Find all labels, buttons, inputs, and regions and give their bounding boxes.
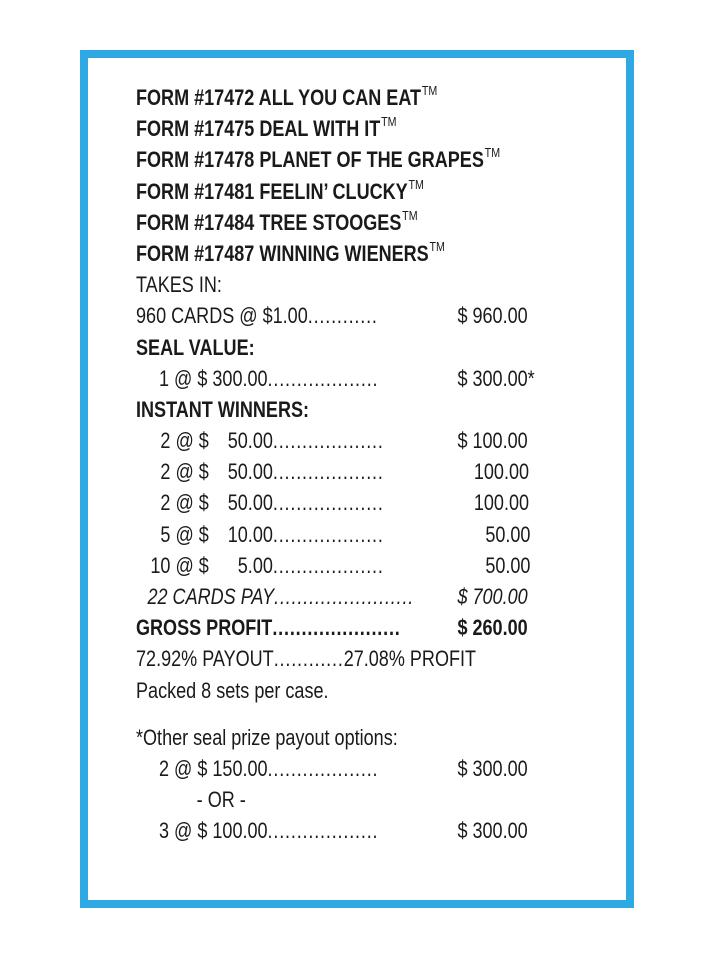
option-line: 3 @ $ 100.00: [158, 818, 268, 844]
or-separator: [136, 784, 576, 815]
winner-value: 50.00: [227, 490, 273, 516]
form-number: FORM #17475: [136, 116, 255, 142]
leader-dots: ............: [307, 303, 378, 329]
winner-qty: 2: [160, 490, 171, 516]
seal-value-label: SEAL VALUE:: [136, 334, 255, 360]
leader-dots: ......................: [272, 615, 401, 641]
instant-winners-label: INSTANT WINNERS:: [136, 396, 310, 422]
leader-dots: ...................: [272, 521, 384, 547]
winner-at: @ $: [175, 459, 209, 485]
form-line: [136, 238, 576, 269]
leader-dots: ........................: [274, 584, 415, 609]
winner-at: @ $: [175, 552, 209, 578]
form-number: FORM #17487: [136, 240, 255, 266]
form-info-content: [136, 82, 576, 847]
form-line: [136, 113, 576, 144]
form-name: PLANET OF THE GRAPES: [259, 147, 484, 173]
form-line: [136, 82, 576, 113]
spacer: [136, 706, 576, 722]
winner-qty: 2: [160, 459, 171, 485]
form-name: WINNING WIENERS: [259, 240, 429, 266]
form-line: [136, 144, 576, 175]
option-amount: $ 300.00: [457, 818, 528, 844]
cards-pay-row: [136, 581, 576, 612]
options-label: *Other seal prize payout options:: [136, 724, 398, 750]
leader-dots: ...................: [272, 428, 384, 454]
or-text: - OR -: [196, 787, 246, 813]
winner-amount: 100.00: [473, 490, 530, 516]
takes-in-label: TAKES IN:: [136, 272, 222, 298]
winner-amount: 50.00: [485, 552, 531, 578]
winner-at: @ $: [175, 521, 209, 547]
gross-profit-label: GROSS PROFIT: [136, 615, 273, 641]
cards-pay-label: 22 CARDS PAY: [147, 584, 275, 609]
instant-winner-row: [136, 456, 576, 487]
form-line: [136, 176, 576, 207]
winner-at: @ $: [175, 490, 209, 516]
trademark-symbol: TM: [402, 207, 418, 223]
winner-amount: $ 100.00: [457, 428, 528, 454]
cards-pay-amount: $ 700.00: [457, 584, 528, 609]
leader-dots: ...................: [272, 490, 384, 516]
takes-in-row: [136, 300, 576, 331]
trademark-symbol: TM: [408, 176, 424, 192]
form-number: FORM #17481: [136, 178, 255, 204]
winner-at: @ $: [175, 428, 209, 454]
seal-value-line: 1 @ $ 300.00: [158, 365, 268, 391]
instant-winner-row: [136, 550, 576, 581]
gross-profit-row: [136, 612, 576, 643]
winner-value: 5.00: [237, 552, 273, 578]
payout-row: [136, 643, 576, 674]
winner-amount: 100.00: [473, 459, 530, 485]
profit-percent: 27.08% PROFIT: [343, 646, 477, 672]
trademark-symbol: TM: [381, 114, 397, 130]
packed-note: Packed 8 sets per case.: [136, 677, 329, 703]
form-name: TREE STOOGES: [259, 209, 402, 235]
trademark-symbol: TM: [484, 145, 501, 161]
takes-in-amount: $ 960.00: [457, 303, 528, 329]
option-row: [136, 753, 576, 784]
leader-dots: ...................: [267, 365, 379, 391]
form-number: FORM #17478: [136, 147, 255, 173]
leader-dots: ...................: [267, 755, 379, 781]
winner-qty: 5: [160, 521, 171, 547]
winner-value: 10.00: [227, 521, 273, 547]
trademark-symbol: TM: [429, 238, 445, 254]
instant-winner-row: [136, 519, 576, 550]
leader-dots: ...................: [272, 552, 384, 578]
winner-qty: 10: [150, 552, 171, 578]
leader-dots: ............: [273, 646, 344, 672]
option-row: [136, 815, 576, 846]
trademark-symbol: TM: [421, 83, 438, 98]
option-amount: $ 300.00: [457, 755, 528, 781]
winner-qty: 2: [160, 428, 171, 454]
form-name: DEAL WITH IT: [259, 116, 381, 142]
winner-value: 50.00: [227, 428, 273, 454]
winner-value: 50.00: [227, 459, 273, 485]
leader-dots: ...................: [272, 459, 384, 485]
gross-profit-amount: $ 260.00: [457, 615, 528, 641]
seal-value-row: [136, 363, 576, 394]
payout-percent: 72.92% PAYOUT: [136, 646, 274, 672]
leader-dots: ...................: [267, 818, 379, 844]
form-number: FORM #17484: [136, 209, 255, 235]
takes-in-line: 960 CARDS @ $1.00: [136, 303, 308, 329]
seal-value-amount: $ 300.00*: [457, 365, 535, 391]
form-number: FORM #17472: [136, 85, 255, 110]
form-line: [136, 207, 576, 238]
winner-amount: 50.00: [485, 521, 531, 547]
form-name: ALL YOU CAN EAT: [258, 85, 422, 110]
instant-winner-row: [136, 487, 576, 518]
form-name: FEELIN’ CLUCKY: [259, 178, 408, 204]
instant-winner-row: [136, 425, 576, 456]
option-line: 2 @ $ 150.00: [158, 755, 268, 781]
